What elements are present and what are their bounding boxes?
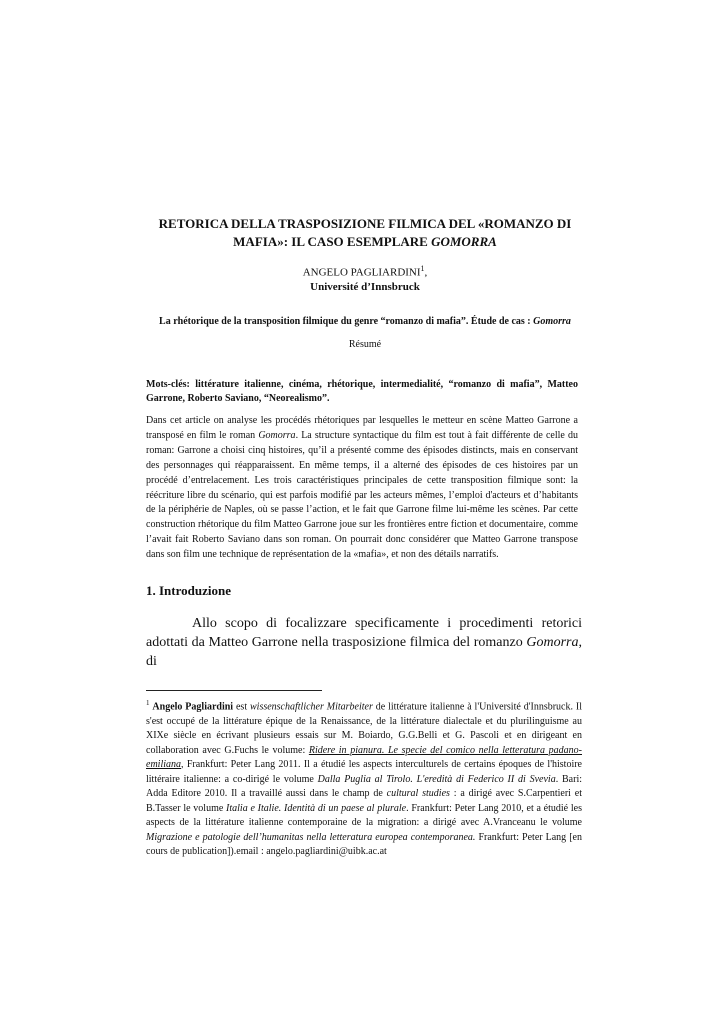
resume-heading: Résumé — [348, 339, 382, 350]
title-line-2-italic: GOMORRA — [431, 234, 497, 249]
footnote-text-5: : a dirigé avec S.Carpentieri et B.Tasser le volume — [146, 788, 582, 814]
footnote-text-6: . Frankfurt: Peter Lang 2010, et a étudié les aspects de la littérature italienne contemporaine de la migration: a dirigé avec A.Vranceanu le volume — [146, 802, 582, 829]
abstract-italic-1: Gomorra — [258, 429, 296, 441]
footnote-author-name: Angelo Pagliardini — [152, 701, 234, 713]
footnote-text-1: est — [233, 701, 250, 713]
french-title-italic: Gomorra — [533, 316, 571, 327]
footnote-text-3: , Frankfurt: Peter Lang 2011. Il a étudié les aspects interculturels de certains époques de l'histoire littéraire italienne: a co-dirigé le volume — [146, 759, 582, 785]
body-part-1: Allo scopo di focalizzare specificamente i procedimenti retorici adottati da Matteo Garrone nella trasposizione filmica del romanzo — [146, 616, 582, 650]
footnote-text-4: . Bari: Adda Editore 2010. Il a travaillé aussi dans le champ de — [146, 773, 582, 800]
keywords: Mots-clés: littérature italienne, cinéma, rhétorique, intermedialité, “romanzo di mafia”, Matteo Garrone, Roberto Saviano, “Neorealismo”. — [146, 379, 578, 404]
footnote-text-2: de littérature italienne à l'Université d'Innsbruck. Il s'est occupé de la littérature épique de la Renaissance, de la littérature dialectale et du plurilinguisme au XIXe siècle en écrivant plusieurs essais sur M. Boiardo, G.G.Belli et G. Pascoli et en dirigeant en collaboration avec G.Fuchs le volume: — [146, 701, 582, 756]
author-block — [146, 262, 584, 294]
footnote-text-7[interactable]: Frankfurt: Peter Lang [en cours de publication]).email : angelo.pagliardini@uibk.ac.at — [146, 831, 582, 858]
section-heading: 1. Introduzione — [146, 583, 231, 598]
author-comma: , — [424, 266, 428, 279]
abstract — [146, 414, 578, 563]
body-part-2: , di — [146, 635, 582, 669]
footnote-italic-2: Ridere in pianura. Le specie del comico nella letteratura padano-emiliana — [146, 744, 582, 771]
author-name-line — [146, 262, 584, 280]
footnote-italic-1: wissenschaftlicher Mitarbeiter — [250, 701, 373, 713]
footnote-italic-3: Dalla Puglia al Tirolo. L'eredità di Federico II di Svevia — [317, 773, 556, 785]
footnote-italic-5: Italia e Italie. Identità di un paese al plurale — [226, 802, 407, 814]
abstract-part-1: Dans cet article on analyse les procédés rhétoriques par lesquelles le metteur en scène Matteo Garrone a transposé en film le roman — [146, 415, 578, 441]
french-title — [146, 315, 584, 329]
paper-title — [146, 215, 584, 251]
body-paragraph — [146, 614, 582, 671]
french-title-text: La rhétorique de la transposition filmique du genre “romanzo di mafia”. Étude de cas : — [159, 316, 534, 327]
body-italic: Gomorra — [526, 635, 579, 650]
title-line-1: RETORICA DELLA TRASPOSIZIONE FILMICA DEL «ROMANZO DI — [158, 216, 572, 231]
footnote-italic-4: cultural studies — [386, 788, 450, 800]
title-line-2-text: MAFIA»: IL CASO ESEMPLARE — [233, 234, 432, 249]
title-line-2 — [146, 233, 584, 251]
footnote-rule — [146, 690, 322, 691]
footnote — [146, 696, 582, 860]
footnote-mark: 1 — [146, 699, 150, 707]
author-name: ANGELO PAGLIARDINI — [302, 266, 421, 279]
author-footnote-mark[interactable]: 1 — [420, 264, 425, 273]
author-affiliation: Université d’Innsbruck — [310, 280, 420, 293]
abstract-part-2: . La structure syntactique du film est tout à fait différente de celle du roman: Garrone a choisi cinq histoires, qu’il a présenté comme des épisodes distincts, mais en conservant des personnages qui réapparaissent. En même temps, il a alterné des épisodes de ces histoires par un procédé d’entrelacement. Les trois caractéristiques principales de cette transposition filmique sont: la réécriture libre du scénario, qui est parfois modifié par les acteurs mêmes, l’emploi d'acteurs et d’habitants de la périphérie de Naples, où se passe l’action, et le fait que Garrone filme lui-même les scènes. Par cette construction rhétorique du film Matteo Garrone joue sur les frontières entre fiction et documentaire, comme l’avait fait Roberto Saviano dans son roman. On pourrait donc considérer que Matteo Garrone transpose dans son film une technique de représentation de la «mafia», et non des détails narratifs. — [146, 429, 578, 561]
footnote-italic-6: Migrazione e patologie dell’humanitas nella letteratura europea contemporanea. — [146, 831, 476, 843]
